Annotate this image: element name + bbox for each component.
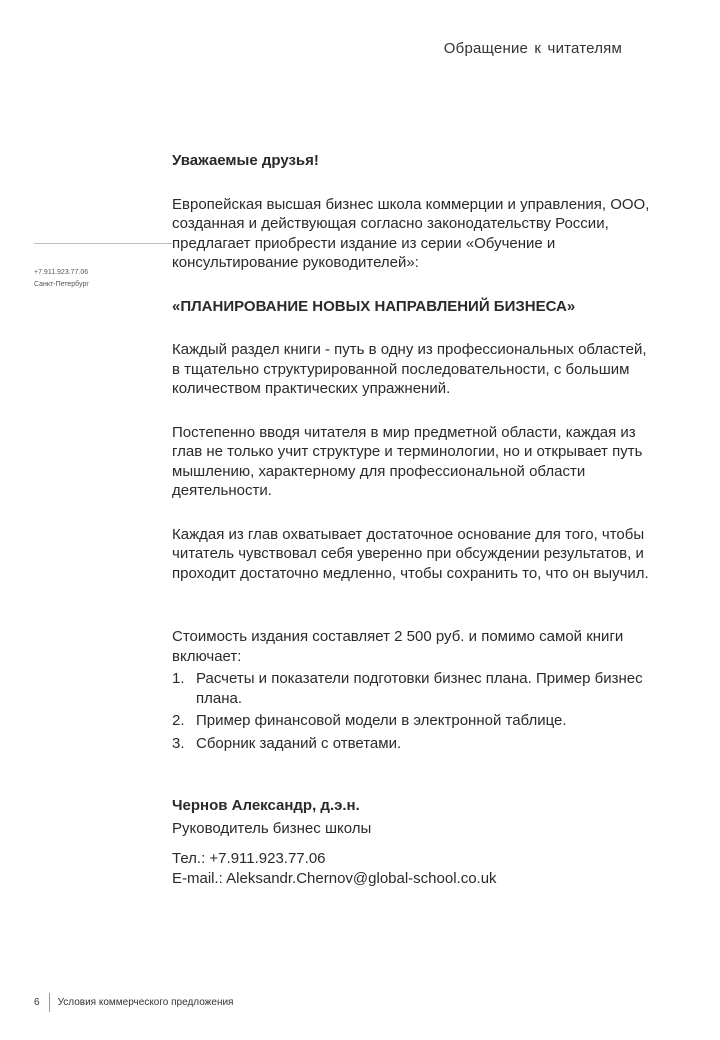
signature-name: Чернов Александр, д.э.н. xyxy=(172,797,360,814)
list-item-text: Пример финансовой модели в электронной таблице. xyxy=(196,712,567,729)
letter-intro: Европейская высшая бизнес школа коммерции и управления, ООО, созданная и действующая согласно законодательству России, предлагает приобрести издание из серии «Обучение и консультирование руководителей»: xyxy=(172,195,650,271)
footer-section-title: Условия коммерческого предложения xyxy=(57,997,234,1008)
letter-body xyxy=(172,151,652,888)
list-item-text: Сборник заданий с ответами. xyxy=(196,734,402,752)
letter-greeting: Уважаемые друзья! xyxy=(172,152,319,169)
paragraph-chapters: Постепенно вводя читателя в мир предметной области, каждая из глав не только учит структуре и терминологии, но и открывает путь мышлению, характерному для профессиональной области деятельности. xyxy=(172,423,643,499)
sidebar-phone: +7.911.923.77.06 xyxy=(34,269,89,276)
sidebar-contact xyxy=(34,267,89,291)
sidebar-city: Санкт-Петербург xyxy=(34,281,89,288)
page-number: 6 xyxy=(34,997,40,1008)
book-title: «ПЛАНИРОВАНИЕ НОВЫХ НАПРАВЛЕНИЙ БИЗНЕСА» xyxy=(172,297,576,315)
signature-phone: Тел.: +7.911.923.77.06 xyxy=(172,850,326,867)
list-item-number: 3. xyxy=(172,734,185,752)
price-text: Стоимость издания составляет 2 500 руб. и помимо самой книги включает: xyxy=(172,628,624,665)
footer-divider xyxy=(49,993,50,1012)
list-item xyxy=(172,734,652,754)
signature-email[interactable]: E-mail.: Aleksandr.Chernov@global-school.co.uk xyxy=(172,869,497,887)
paragraph-sections: Каждый раздел книги - путь в одну из профессиональных областей, в тщательно структурированной последовательности, с большим количеством практических упражнений. xyxy=(172,341,647,397)
page-footer xyxy=(34,993,233,1012)
list-item-text: Расчеты и показатели подготовки бизнес плана. Пример бизнес плана. xyxy=(196,670,643,707)
list-item-number: 2. xyxy=(172,712,185,729)
page-header-title: Обращение к читателям xyxy=(443,40,622,57)
signature-role: Руководитель бизнес школы xyxy=(172,819,372,837)
list-item xyxy=(172,669,652,708)
sidebar-divider xyxy=(34,243,172,244)
signature-block xyxy=(172,796,652,888)
paragraph-coverage: Каждая из глав охватывает достаточное основание для того, чтобы читатель чувствовал себя уверенно при обсуждении результатов, и проходит достаточно медленно, чтобы сохранить то, что он выучил. xyxy=(172,525,649,582)
list-item-number: 1. xyxy=(172,670,185,687)
includes-list xyxy=(172,669,652,753)
list-item xyxy=(172,711,652,731)
